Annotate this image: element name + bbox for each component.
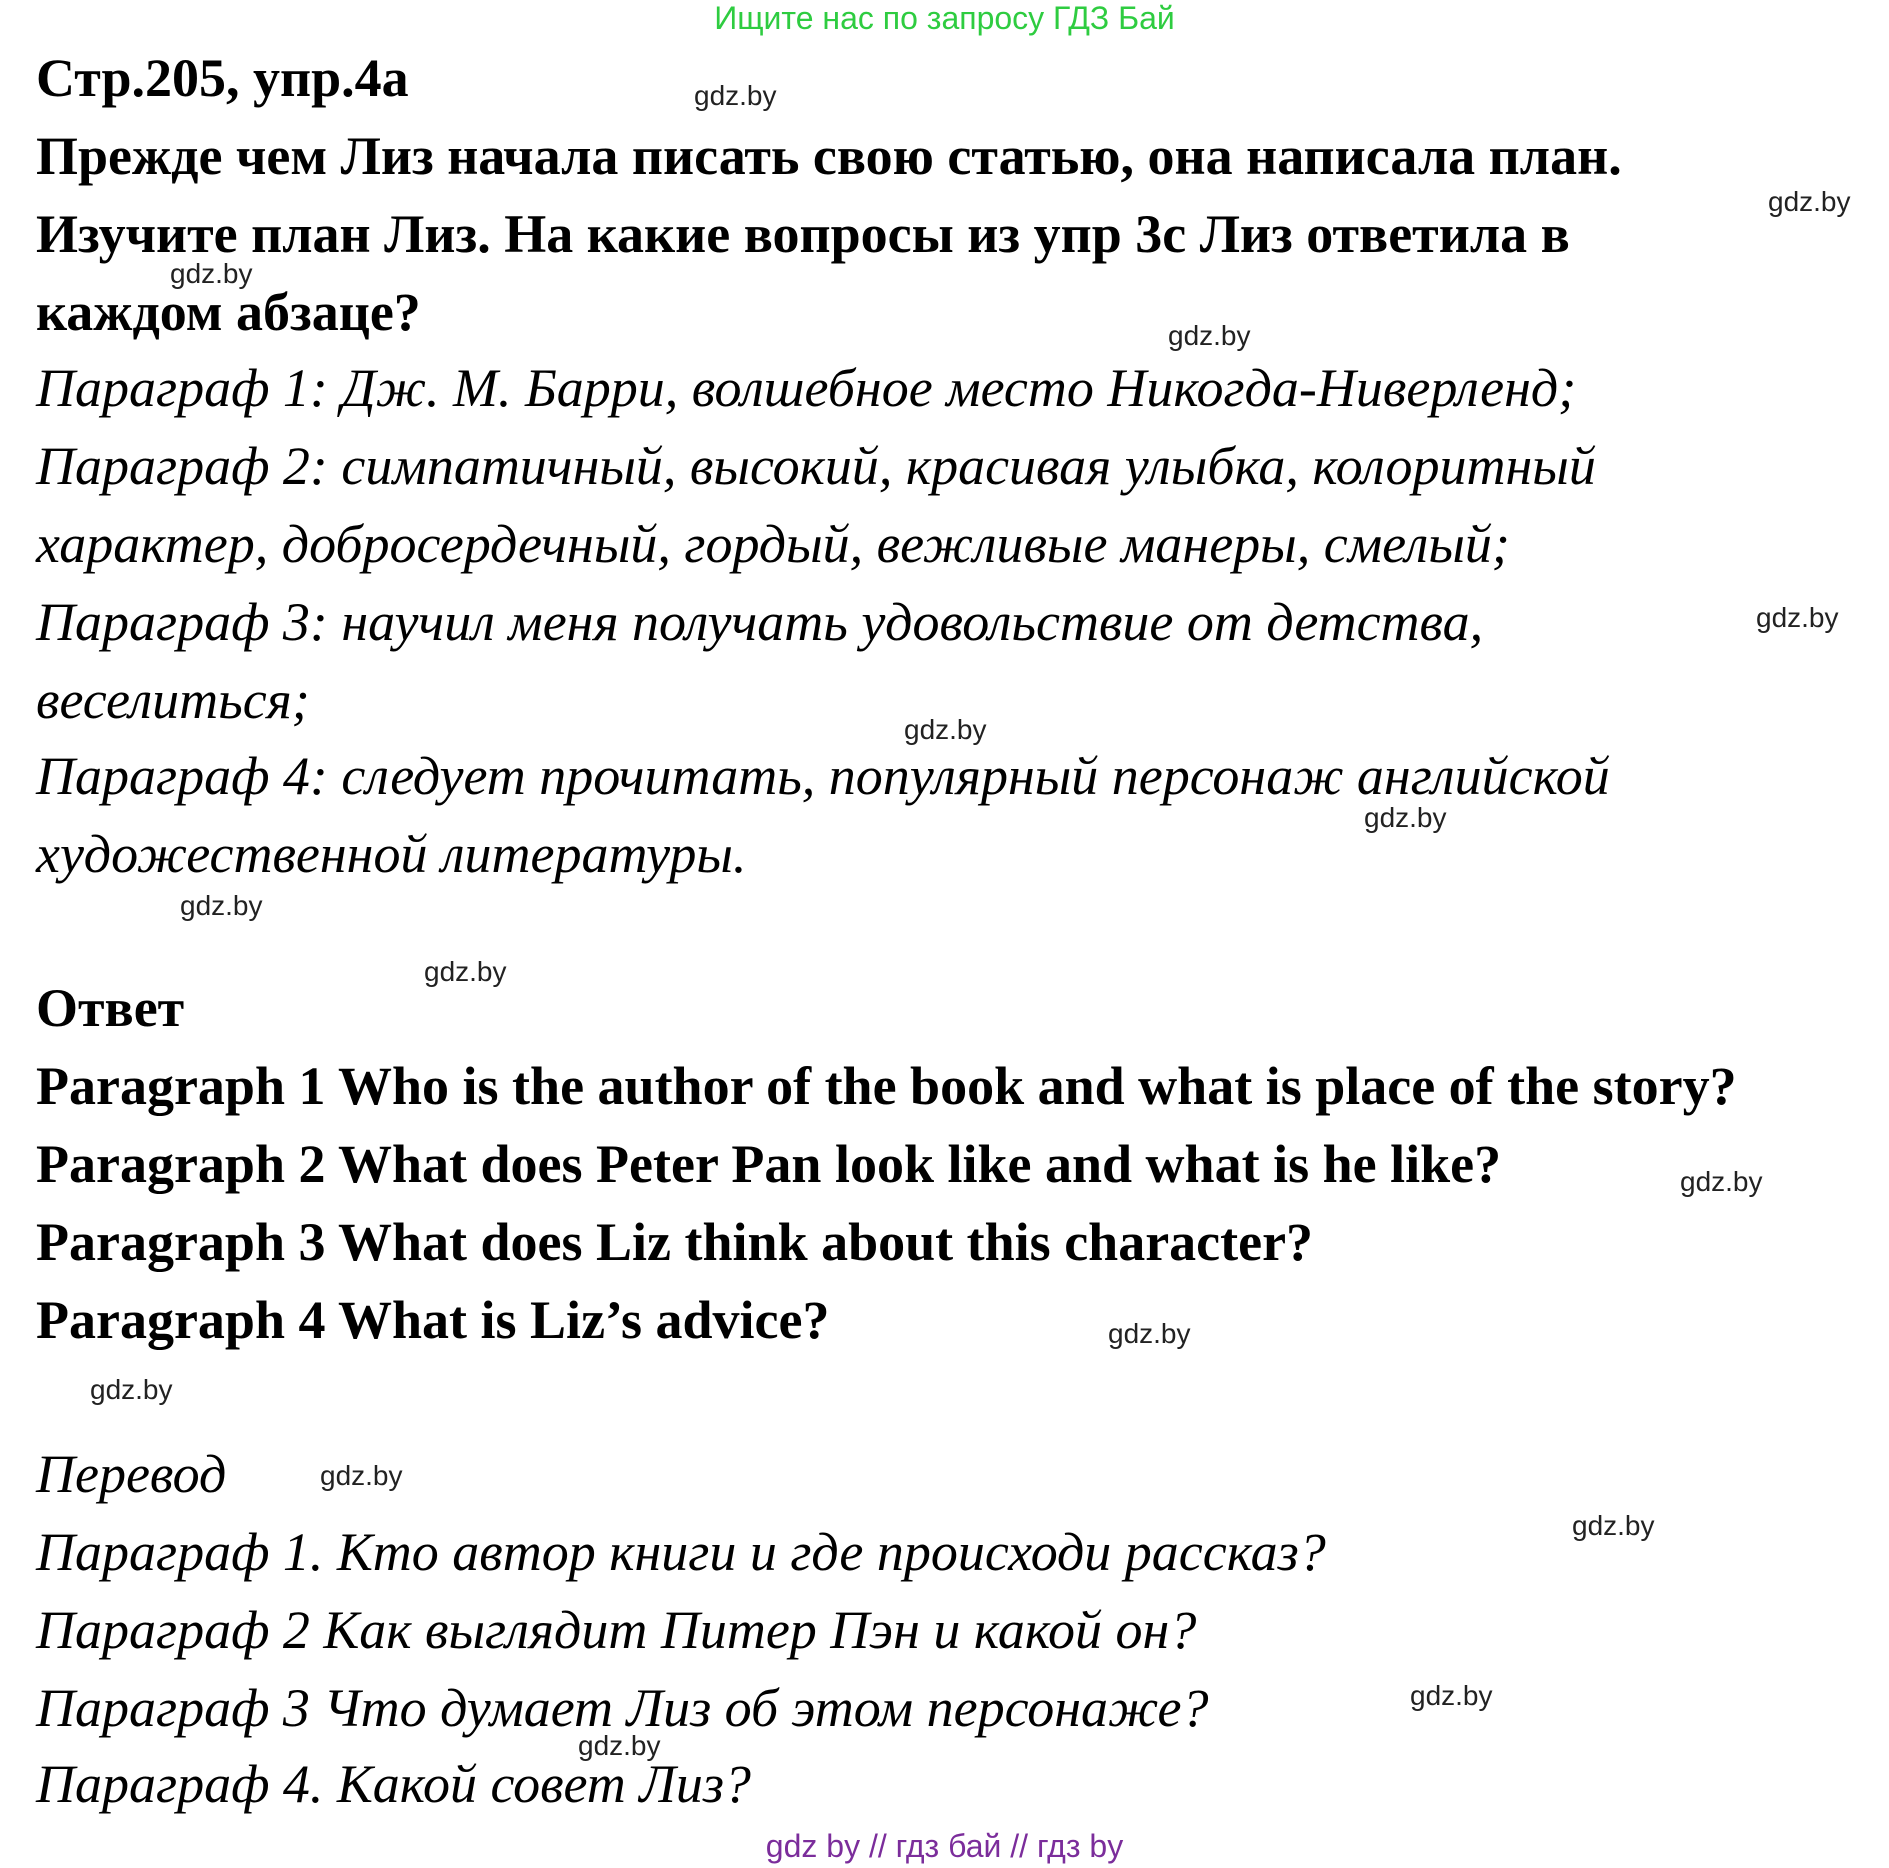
watermark: gdz.by	[1572, 1510, 1655, 1541]
plan-line: характер, добросердечный, гордый, вежливые манеры, смелый;	[36, 514, 1510, 574]
plan-line: Параграф 3: научил меня получать удовольствие от детства,	[36, 592, 1484, 652]
plan-line: Параграф 4: следует прочитать, популярный персонаж английской	[36, 746, 1610, 806]
translation-heading: Перевод	[36, 1444, 227, 1504]
watermark: gdz.by	[424, 956, 507, 987]
translation-line: Параграф 1. Кто автор книги и где происходи рассказ?	[36, 1522, 1326, 1582]
watermark: gdz.by	[180, 890, 263, 921]
watermark: gdz.by	[904, 714, 987, 745]
answer-line: Paragraph 1 Who is the author of the book and what is place of the story?	[36, 1056, 1737, 1116]
exercise-title: Стр.205, упр.4а	[36, 48, 409, 108]
answer-heading: Ответ	[36, 978, 185, 1038]
plan-line: веселиться;	[36, 670, 310, 730]
watermark: gdz.by	[1410, 1680, 1493, 1711]
watermark: gdz.by	[578, 1730, 661, 1761]
plan-line: Параграф 2: симпатичный, высокий, красивая улыбка, колоритный	[36, 436, 1596, 496]
task-line: Прежде чем Лиз начала писать свою статью, она написала план.	[36, 126, 1622, 186]
answer-line: Paragraph 3 What does Liz think about this character?	[36, 1212, 1314, 1272]
watermark: gdz.by	[1768, 186, 1851, 217]
footer-links: gdz by // гдз бай // гдз by	[765, 1828, 1124, 1864]
translation-line: Параграф 3 Что думает Лиз об этом персонаже?	[36, 1678, 1209, 1738]
watermark: gdz.by	[694, 80, 777, 111]
watermark: gdz.by	[170, 258, 253, 289]
task-line: каждом абзаце?	[36, 282, 421, 342]
watermark: gdz.by	[1364, 802, 1447, 833]
watermark: gdz.by	[1680, 1166, 1763, 1197]
translation-line: Параграф 2 Как выглядит Питер Пэн и какой он?	[36, 1600, 1197, 1660]
watermark: gdz.by	[1756, 602, 1839, 633]
watermark: gdz.by	[1168, 320, 1251, 351]
top-banner: Ищите нас по запросу ГДЗ Бай	[714, 0, 1175, 36]
watermark: gdz.by	[90, 1374, 173, 1405]
answer-line: Paragraph 4 What is Liz’s advice?	[36, 1290, 830, 1350]
plan-line: художественной литературы.	[36, 824, 747, 884]
task-line: Изучите план Лиз. На какие вопросы из упр 3с Лиз ответила в	[36, 204, 1570, 264]
watermark: gdz.by	[320, 1460, 403, 1491]
plan-line: Параграф 1: Дж. М. Барри, волшебное место Никогда-Ниверленд;	[36, 358, 1577, 418]
answer-line: Paragraph 2 What does Peter Pan look like and what is he like?	[36, 1134, 1502, 1194]
watermark: gdz.by	[1108, 1318, 1191, 1349]
translation-line: Параграф 4. Какой совет Лиз?	[36, 1754, 751, 1814]
